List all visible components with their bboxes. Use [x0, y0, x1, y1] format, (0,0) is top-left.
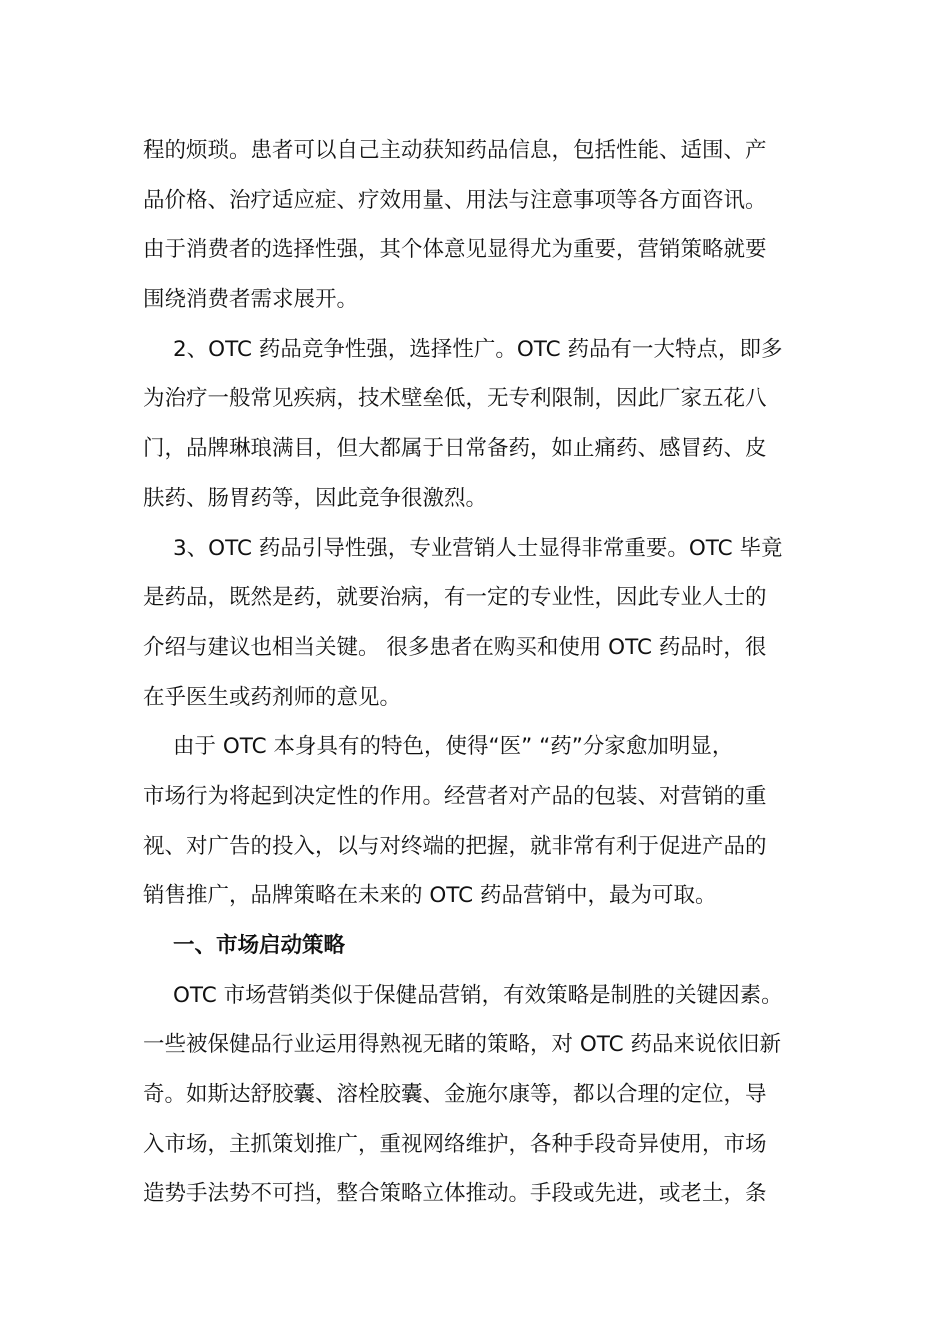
- text-line: 销售推广，品牌策略在未来的 OTC 药品营销中，最为可取。: [143, 883, 717, 909]
- text-line: 品价格、治疗适应症、疗效用量、用法与注意事项等各方面咨讯。: [143, 187, 767, 213]
- paragraph-start-line: 2、OTC 药品竞争性强，选择性广。OTC 药品有一大特点，即多: [173, 336, 783, 362]
- text-line: 为治疗一般常见疾病，技术壁垒低，无专利限制，因此厂家五花八: [143, 386, 767, 412]
- paragraph-start-line: 由于 OTC 本身具有的特色，使得“医” “药”分家愈加明显，: [173, 734, 734, 760]
- text-line: 在乎医生或药剂师的意见。: [143, 684, 402, 710]
- section-heading: 一、市场启动策略: [173, 933, 346, 958]
- text-line: 肤药、肠胃药等，因此竞争很激烈。: [143, 485, 488, 511]
- text-line: 造势手法势不可挡，整合策略立体推动。手段或先进，或老土，条: [143, 1181, 767, 1207]
- text-line: 程的烦琐。患者可以自己主动获知药品信息，包括性能、适围、产: [143, 138, 767, 163]
- text-line: 市场行为将起到决定性的作用。经营者对产品的包装、对营销的重: [143, 783, 767, 809]
- paragraph-start-line: OTC 市场营销类似于保健品营销，有效策略是制胜的关键因素。: [173, 982, 783, 1008]
- text-line: 介绍与建议也相当关键。 很多患者在购买和使用 OTC 药品时，很: [143, 634, 767, 660]
- text-line: 门，品牌琳琅满目，但大都属于日常备药，如止痛药、感冒药、皮: [143, 436, 767, 462]
- text-line: 视、对广告的投入，以与对终端的把握，就非常有利于促进产品的: [143, 833, 767, 859]
- text-line: 奇。如斯达舒胶囊、溶栓胶囊、金施尔康等，都以合理的定位，导: [143, 1082, 767, 1108]
- paragraph-start-line: 3、OTC 药品引导性强，专业营销人士显得非常重要。OTC 毕竟: [173, 535, 783, 561]
- text-line: 由于消费者的选择性强，其个体意见显得尤为重要，营销策略就要: [143, 237, 767, 263]
- text-line: 是药品，既然是药，就要治病，有一定的专业性，因此专业人士的: [143, 585, 767, 611]
- document-body: [143, 126, 807, 1219]
- text-line: 围绕消费者需求展开。: [143, 287, 359, 313]
- text-line: 入市场，主抓策划推广，重视网络维护，各种手段奇异使用，市场: [143, 1131, 767, 1157]
- text-line: 一些被保健品行业运用得熟视无睹的策略，对 OTC 药品来说依旧新: [143, 1032, 781, 1058]
